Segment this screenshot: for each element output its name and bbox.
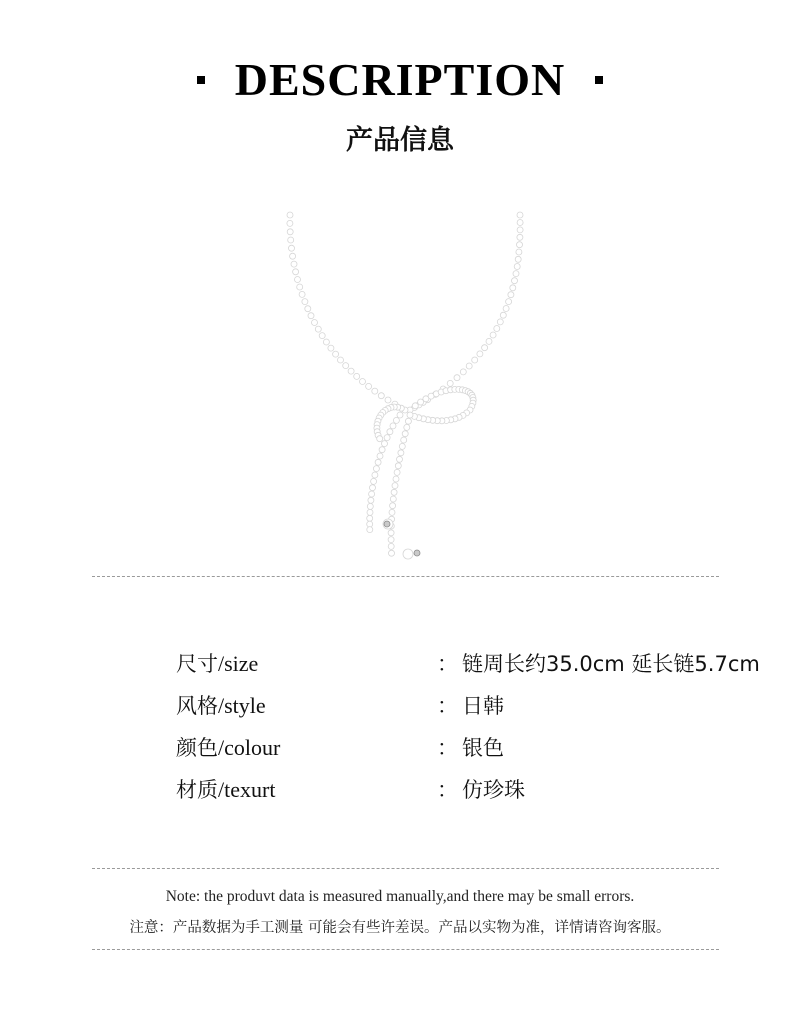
spec-label: 颜色/colour <box>176 735 281 760</box>
divider-top <box>92 576 719 577</box>
spec-label: 风格/style <box>176 693 266 718</box>
page-subtitle: 产品信息 <box>346 125 454 156</box>
note-chinese: 注意：产品数据为手工测量 可能会有些许差误。产品以实物为准，详情请咨询客服。 <box>129 920 671 936</box>
spec-value-texture: 仿珍珠 <box>462 778 525 802</box>
spec-row-size <box>0 648 800 680</box>
spec-colon: ： <box>437 652 458 676</box>
spec-colon: ： <box>437 694 458 718</box>
bullet-dot-left <box>197 76 205 84</box>
spec-value-colour: 银色 <box>462 736 504 760</box>
spec-colon: ： <box>437 778 458 802</box>
divider-middle <box>92 868 719 869</box>
spec-label: 尺寸/size <box>176 651 259 676</box>
divider-bottom <box>92 949 719 950</box>
spec-row-texture <box>0 774 800 806</box>
pearl-necklace-icon <box>287 212 523 559</box>
spec-label: 材质/texurt <box>176 777 276 802</box>
product-photo <box>270 210 540 570</box>
spec-row-style <box>0 690 800 722</box>
spec-value-style: 日韩 <box>462 694 504 718</box>
note-english: Note: the produvt data is measured manually,and there may be small errors. <box>165 888 635 905</box>
page-title <box>0 52 800 108</box>
title-text: DESCRIPTION <box>234 54 566 105</box>
spec-row-colour <box>0 732 800 764</box>
spec-value-size: 链周长约35.0cm 延长链5.7cm <box>462 652 760 676</box>
bullet-dot-right <box>595 76 603 84</box>
spec-colon: ： <box>437 736 458 760</box>
